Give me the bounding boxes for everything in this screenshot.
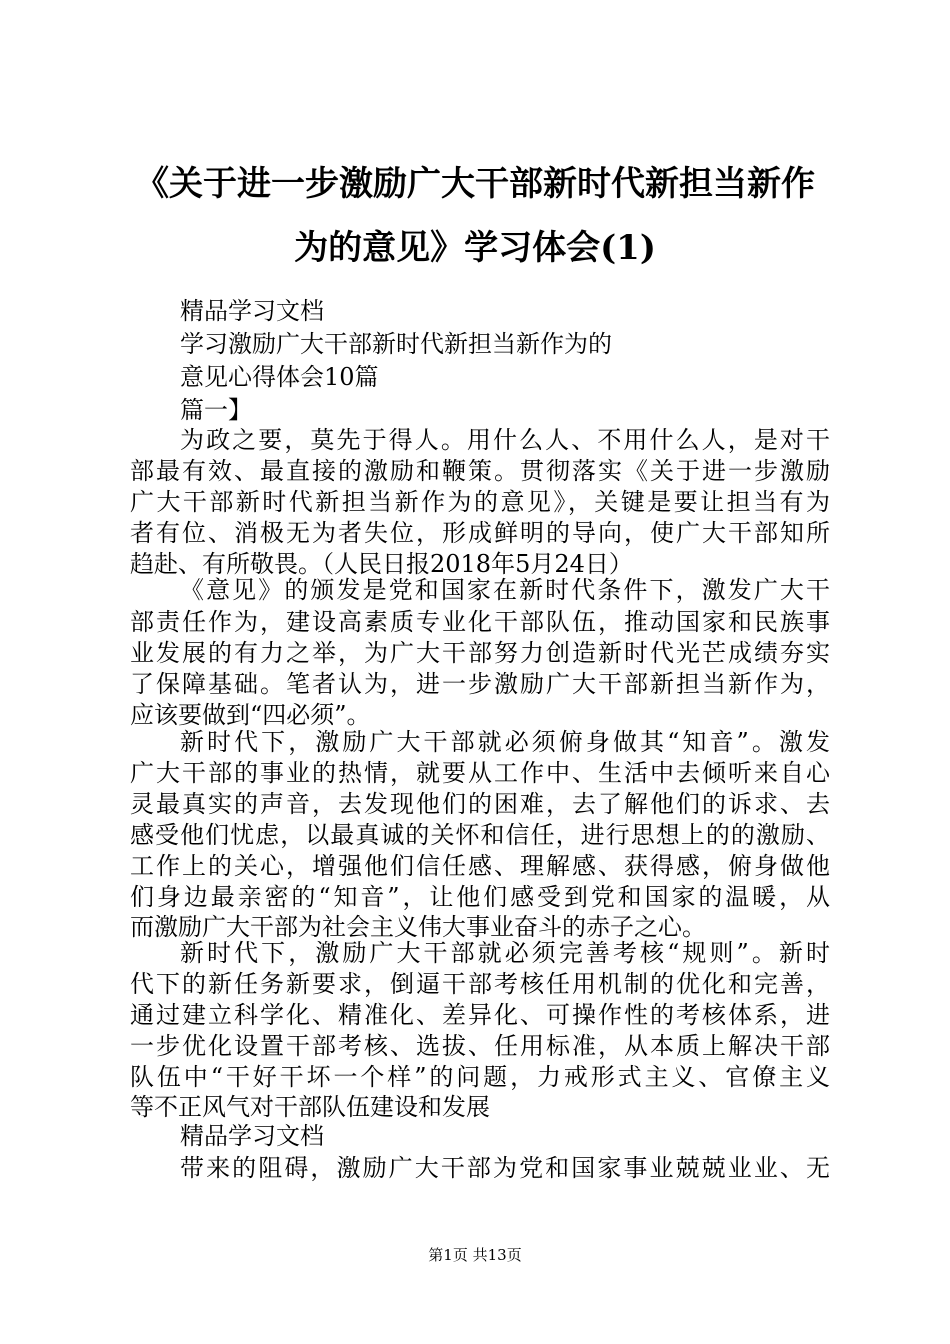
section-heading: 篇一】 [180, 396, 252, 424]
subtitle-line-2: 意见心得体会10篇 [180, 363, 379, 391]
body-line: 广大干部的事业的热情，就要从工作中、生活中去倾听来自心 [130, 759, 830, 787]
body-line: 部最有效、最直接的激励和鞭策。贯彻落实《关于进一步激励 [130, 457, 830, 485]
body-line: 灵最真实的声音，去发现他们的困难，去了解他们的诉求、去 [130, 790, 830, 818]
body-line: 了保障基础。笔者认为，进一步激励广大干部新担当新作为， [130, 670, 830, 698]
body-line: 趋赴、有所敬畏。（人民日报2018年5月24日） [130, 550, 633, 578]
body-line: 新时代下，激励广大干部就必须俯身做其“知音”。激发 [180, 728, 830, 756]
body-line: 感受他们忧虑，以最真诚的关怀和信任，进行思想上的的激励、 [130, 821, 830, 849]
body-line: 队伍中“干好干坏一个样”的问题，力戒形式主义、官僚主义 [130, 1063, 830, 1091]
document-title-line-2: 为的意见》学习体会(1) [294, 228, 656, 268]
header-note: 精品学习文档 [180, 297, 324, 325]
body-line: 代下的新任务新要求，倒逼干部考核任用机制的优化和完善， [130, 970, 830, 998]
body-line: 工作上的关心，增强他们信任感、理解感、获得感，俯身做他 [130, 852, 830, 880]
body-line: 为政之要，莫先于得人。用什么人、不用什么人，是对干 [180, 426, 830, 454]
body-line: 一步优化设置干部考核、选拔、任用标准，从本质上解决干部 [130, 1032, 830, 1060]
body-line: 业发展的有力之举，为广大干部努力创造新时代光芒成绩夯实 [130, 639, 830, 667]
body-line: 带来的阻碍，激励广大干部为党和国家事业兢兢业业、无 [180, 1154, 830, 1182]
body-line: 《意见》的颁发是党和国家在新时代条件下，激发广大干 [180, 576, 830, 604]
body-line: 广大干部新时代新担当新作为的意见》，关键是要让担当有为 [130, 488, 830, 516]
body-line: 新时代下，激励广大干部就必须完善考核“规则”。新时 [180, 939, 830, 967]
subtitle-line-1: 学习激励广大干部新时代新担当新作为的 [180, 330, 612, 358]
body-line: 者有位、消极无为者失位，形成鲜明的导向，使广大干部知所 [130, 519, 830, 547]
body-line: 等不正风气对干部队伍建设和发展 [130, 1093, 490, 1121]
page-footer: 第1页 共13页 [428, 1246, 522, 1264]
document-title-line-1: 《关于进一步激励广大干部新时代新担当新作 [135, 164, 815, 204]
body-line: 部责任作为，建设高素质专业化干部队伍，推动国家和民族事 [130, 608, 830, 636]
header-note: 精品学习文档 [180, 1122, 324, 1150]
body-line: 们身边最亲密的“知音”，让他们感受到党和国家的温暖，从 [130, 883, 830, 911]
body-line: 而激励广大干部为社会主义伟大事业奋斗的赤子之心。 [130, 913, 706, 941]
body-line: 应该要做到“四必须”。 [130, 701, 371, 729]
body-line: 通过建立科学化、精准化、差异化、可操作性的考核体系，进 [130, 1001, 830, 1029]
